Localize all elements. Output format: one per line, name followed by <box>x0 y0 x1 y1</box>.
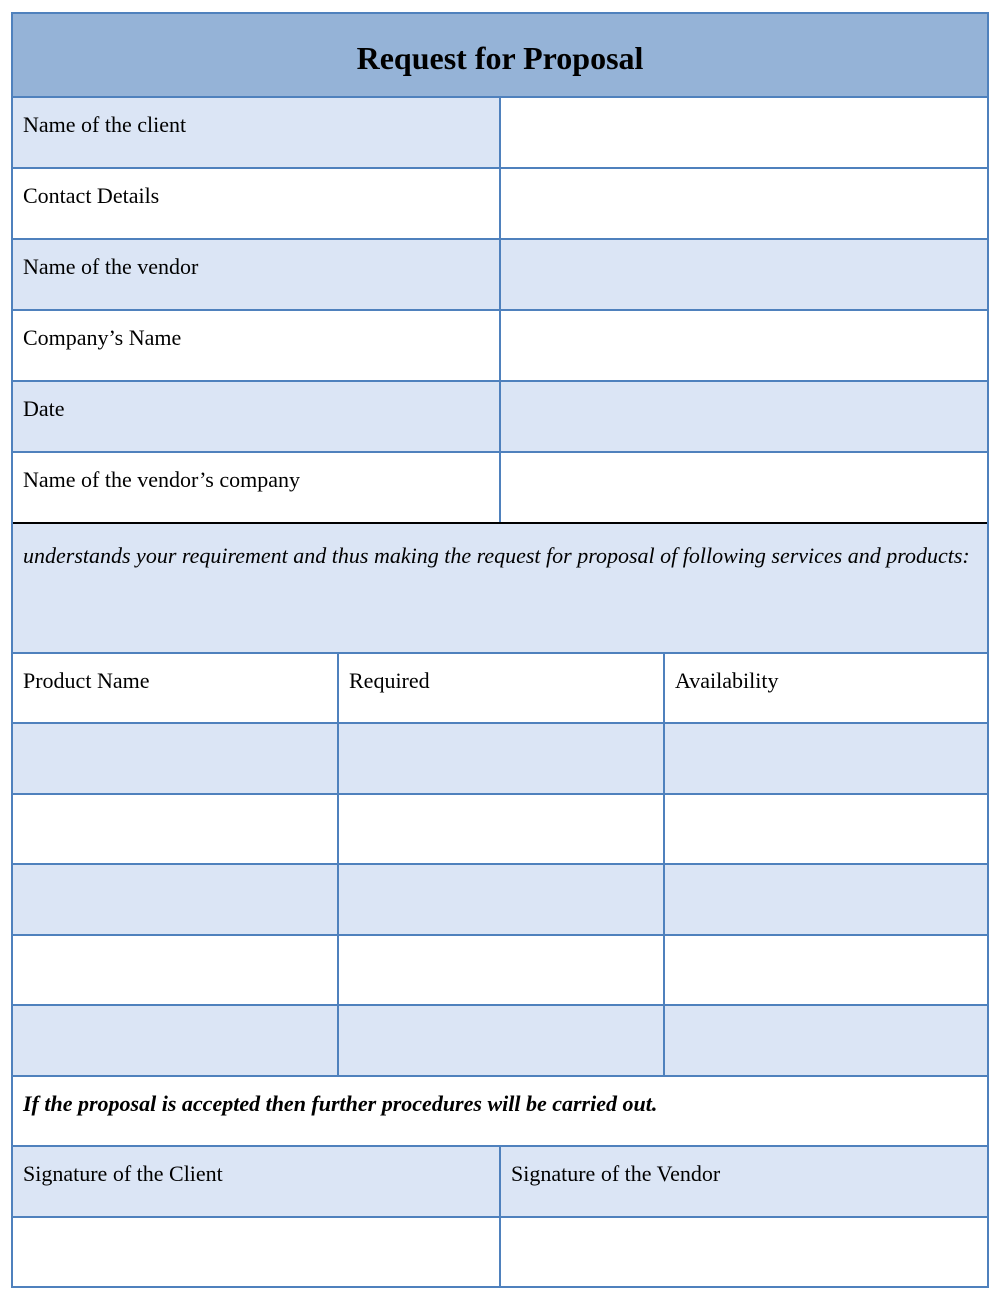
product-name-cell[interactable] <box>13 936 339 1004</box>
availability-cell[interactable] <box>665 724 987 793</box>
acceptance-note: If the proposal is accepted then further procedures will be carried out. <box>13 1077 987 1145</box>
table-row <box>13 795 987 865</box>
contact-details-input[interactable] <box>501 169 987 238</box>
rfp-form <box>11 12 989 1288</box>
field-row-company-name <box>13 311 987 382</box>
table-row <box>13 936 987 1006</box>
table-row <box>13 865 987 936</box>
field-label: Contact Details <box>13 169 501 238</box>
column-header-availability: Availability <box>665 654 987 722</box>
required-cell[interactable] <box>339 795 665 863</box>
form-title: Request for Proposal <box>356 40 644 76</box>
required-cell[interactable] <box>339 865 665 934</box>
availability-cell[interactable] <box>665 936 987 1004</box>
field-row-vendor-name <box>13 240 987 311</box>
availability-cell[interactable] <box>665 865 987 934</box>
field-label: Name of the vendor’s company <box>13 453 501 522</box>
intro-text: understands your requirement and thus making the request for proposal of following services and products: <box>23 543 970 568</box>
product-name-cell[interactable] <box>13 865 339 934</box>
required-cell[interactable] <box>339 724 665 793</box>
company-name-input[interactable] <box>501 311 987 380</box>
field-label: Name of the vendor <box>13 240 501 309</box>
date-input[interactable] <box>501 382 987 451</box>
vendor-company-input[interactable] <box>501 453 987 522</box>
field-label: Date <box>13 382 501 451</box>
products-header-row <box>13 654 987 724</box>
table-row <box>13 724 987 795</box>
client-signature-label: Signature of the Client <box>13 1147 501 1216</box>
vendor-signature-label: Signature of the Vendor <box>501 1147 987 1216</box>
field-label: Company’s Name <box>13 311 501 380</box>
signature-labels-row <box>13 1147 987 1218</box>
availability-cell[interactable] <box>665 795 987 863</box>
client-name-input[interactable] <box>501 98 987 167</box>
acceptance-note-row <box>13 1077 987 1147</box>
intro-section <box>13 524 987 654</box>
signature-boxes-row <box>13 1218 987 1286</box>
field-label: Name of the client <box>13 98 501 167</box>
column-header-required: Required <box>339 654 665 722</box>
table-row <box>13 1006 987 1077</box>
product-name-cell[interactable] <box>13 1006 339 1075</box>
product-name-cell[interactable] <box>13 724 339 793</box>
required-cell[interactable] <box>339 936 665 1004</box>
title-bar <box>13 14 987 98</box>
vendor-signature-field[interactable] <box>501 1218 987 1286</box>
column-header-product-name: Product Name <box>13 654 339 722</box>
vendor-name-input[interactable] <box>501 240 987 309</box>
field-row-client-name <box>13 98 987 169</box>
product-name-cell[interactable] <box>13 795 339 863</box>
field-row-date <box>13 382 987 453</box>
field-row-vendor-company <box>13 453 987 524</box>
required-cell[interactable] <box>339 1006 665 1075</box>
availability-cell[interactable] <box>665 1006 987 1075</box>
field-row-contact-details <box>13 169 987 240</box>
client-signature-field[interactable] <box>13 1218 501 1286</box>
